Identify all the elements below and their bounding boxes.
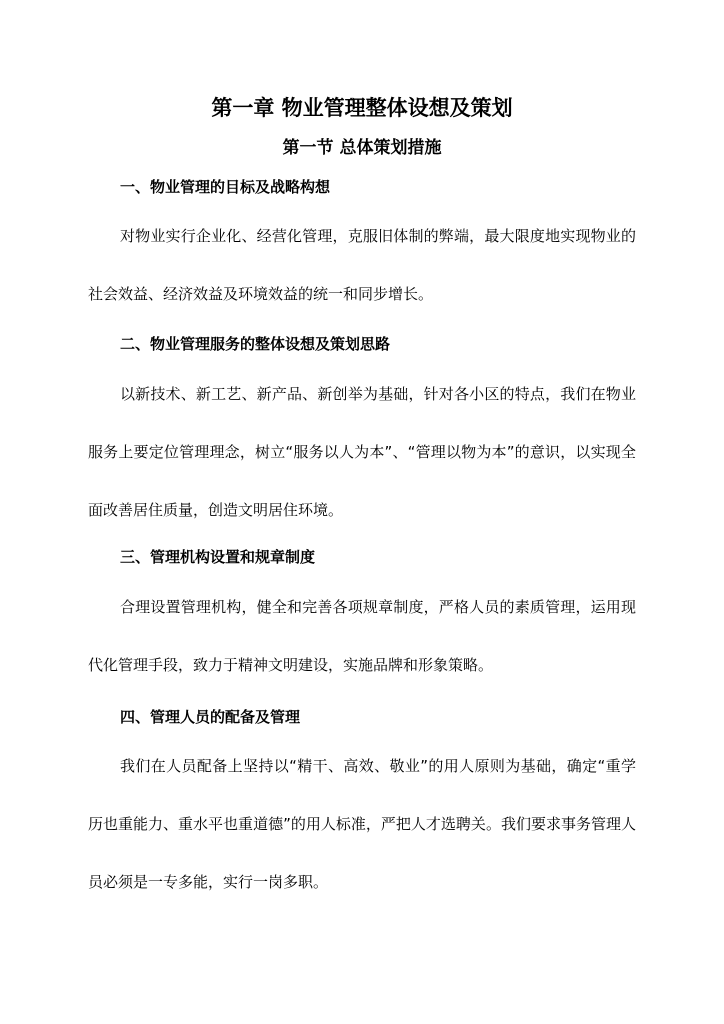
paragraph-3: 合理设置管理机构，健全和完善各项规章制度，严格人员的素质管理，运用现代化管理手段，致力于精神文明建设，实施品牌和形象策略。 [88, 598, 636, 674]
paragraph-2: 以新技术、新工艺、新产品、新创举为基础，针对各小区的特点，我们在物业服务上要定位管理理念，树立“服务以人为本”、“管理以物为本”的意识，以实现全面改善居住质量，创造文明居住环境。 [88, 385, 636, 519]
paragraph-1: 对物业实行企业化、经营化管理，克服旧体制的弊端，最大限度地实现物业的社会效益、经济效益及环境效益的统一和同步增长。 [88, 227, 636, 303]
heading-4: 四、管理人员的配备及管理 [120, 708, 301, 726]
chapter-title: 第一章 物业管理整体设想及策划 [211, 96, 513, 120]
heading-1: 一、物业管理的目标及战略构想 [120, 178, 331, 196]
heading-2: 二、物业管理服务的整体设想及策划思路 [120, 335, 391, 353]
paragraph-4: 我们在人员配备上坚持以“精干、高效、敬业”的用人原则为基础，确定“重学历也重能力、重水平也重道德”的用人标准，严把人才选聘关。我们要求事务管理人员必须是一专多能，实行一岗多职。 [88, 757, 636, 891]
section-title: 第一节 总体策划措施 [282, 138, 442, 158]
heading-3: 三、管理机构设置和规章制度 [120, 548, 316, 566]
